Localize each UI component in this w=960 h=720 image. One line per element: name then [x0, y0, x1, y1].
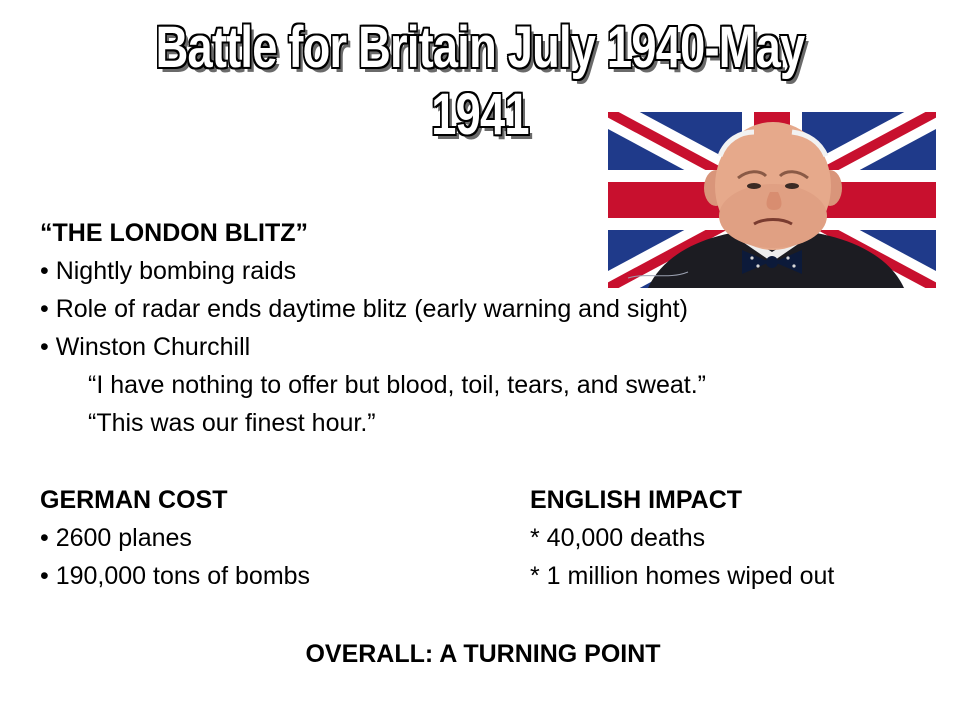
german-cost-item: • 190,000 tons of bombs: [40, 561, 310, 591]
bullet-winston-churchill: • Winston Churchill: [40, 332, 250, 362]
blitz-heading: “THE LONDON BLITZ”: [40, 219, 309, 247]
english-impact-item: * 1 million homes wiped out: [530, 562, 835, 590]
churchill-quote-blood-toil: “I have nothing to offer but blood, toil, tears, and sweat.”: [88, 371, 706, 399]
union-jack-churchill-illustration: [608, 112, 936, 288]
german-cost-item: • 2600 planes: [40, 523, 192, 553]
bullet-nightly-raids: • Nightly bombing raids: [40, 256, 296, 286]
bullet-radar-role: • Role of radar ends daytime blitz (early warning and sight): [40, 294, 688, 324]
overall-conclusion: OVERALL: A TURNING POINT: [305, 640, 661, 668]
churchill-portrait-image: [608, 112, 936, 288]
slide-title: Battle for Britain July 1940-May 1941: [155, 15, 805, 147]
churchill-quote-finest-hour: “This was our finest hour.”: [88, 409, 376, 437]
german-cost-heading: GERMAN COST: [40, 486, 228, 514]
english-impact-item: * 40,000 deaths: [530, 524, 706, 552]
english-impact-heading: ENGLISH IMPACT: [530, 486, 743, 514]
